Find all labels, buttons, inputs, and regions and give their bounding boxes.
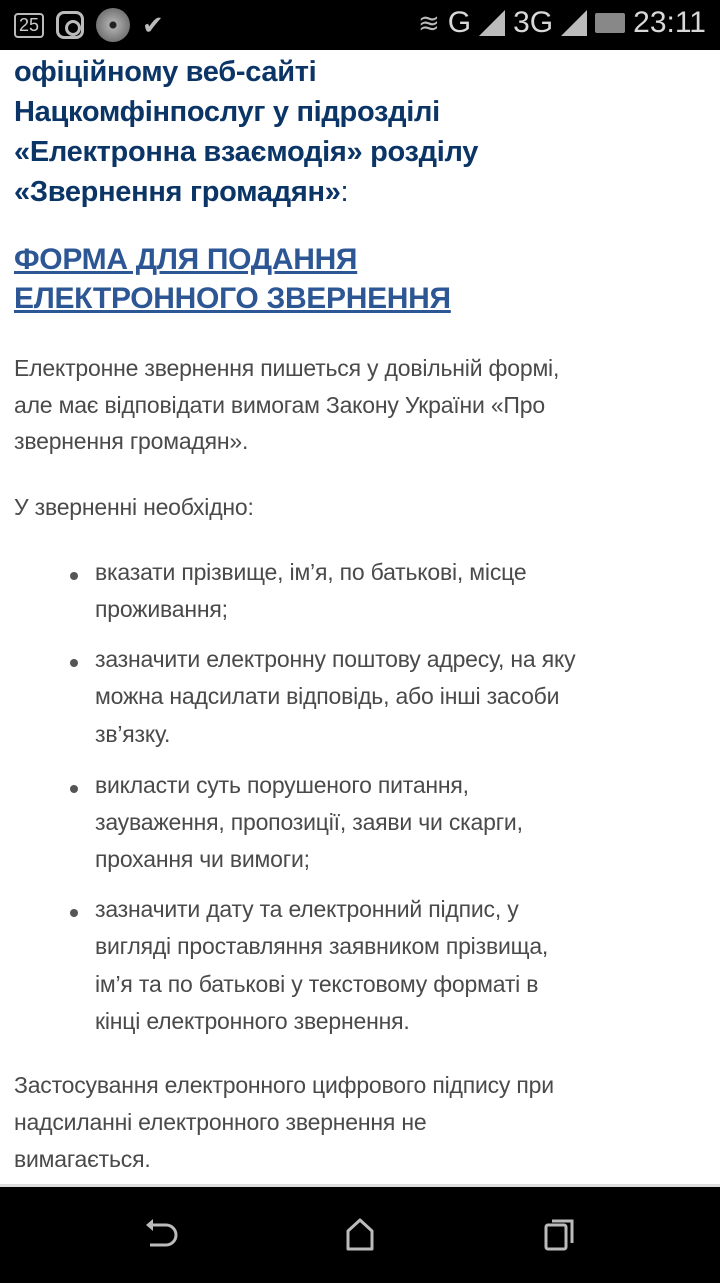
heading-text: «Звернення громадян» — [14, 176, 341, 208]
bullet-icon — [70, 572, 78, 580]
list-item: зазначити дату та електронний підпис, у — [95, 896, 519, 922]
list-item: проживання; — [95, 596, 228, 622]
back-icon[interactable] — [142, 1215, 182, 1255]
required-label: У зверненні необхідно: — [14, 494, 254, 520]
instagram-icon — [56, 11, 84, 39]
list-item: прохання чи вимоги; — [95, 846, 310, 872]
list-item: можна надсилати відповідь, або інші засоби — [95, 683, 560, 709]
disc-icon — [96, 8, 130, 42]
wifi-icon: ≋ — [417, 7, 440, 38]
clock: 23:11 — [633, 6, 706, 39]
heading-line: Нацкомфінпослуг у підрозділі — [14, 96, 440, 128]
list-item: ім’я та по батькові у текстовому форматі в — [95, 971, 539, 997]
bullet-icon — [70, 909, 78, 917]
check-icon: ✔ — [142, 9, 164, 40]
home-icon[interactable] — [340, 1215, 380, 1255]
recents-icon[interactable] — [540, 1215, 580, 1255]
list-item: викласти суть порушеного питання, — [95, 772, 469, 798]
signal-icon — [479, 10, 505, 36]
heading-line: офіційному веб-сайті — [14, 56, 317, 88]
heading-line: «Електронна взаємодія» розділу — [14, 136, 479, 168]
network-3g-label: 3G — [513, 6, 554, 39]
text-line: надсиланні електронного звернення не — [14, 1109, 427, 1135]
list-item: зауваження, пропозиції, заяви чи скарги, — [95, 809, 523, 835]
bullet-icon — [70, 785, 78, 793]
text-line: але має відповідати вимогам Закону України «Про — [14, 392, 545, 418]
text-line: Застосування електронного цифрового підпису при — [14, 1072, 554, 1098]
notification-count-icon: 25 — [14, 13, 44, 38]
text-line: Електронне звернення пишеться у довільній формі, — [14, 355, 560, 381]
form-link-line[interactable]: ФОРМА ДЛЯ ПОДАННЯ — [14, 243, 358, 276]
list-item: зв’язку. — [95, 721, 171, 747]
list-item: вигляді проставляння заявником прізвища, — [95, 933, 549, 959]
signal-icon-2 — [561, 10, 587, 36]
status-bar — [0, 0, 720, 50]
navigation-bar — [0, 1184, 720, 1283]
bullet-icon — [70, 659, 78, 667]
battery-charging-icon — [595, 13, 625, 33]
list-item: зазначити електронну поштову адресу, на яку — [95, 646, 576, 672]
form-link-line[interactable]: ЕЛЕКТРОННОГО ЗВЕРНЕННЯ — [14, 282, 451, 315]
heading-line — [14, 176, 348, 209]
heading-colon: : — [340, 176, 349, 208]
network-g-label: G — [447, 6, 472, 39]
text-line: вимагається. — [14, 1146, 151, 1172]
list-item: вказати прізвище, ім’я, по батькові, місце — [95, 559, 527, 585]
list-item: кінці електронного звернення. — [95, 1008, 410, 1034]
text-line: звернення громадян». — [14, 428, 249, 454]
